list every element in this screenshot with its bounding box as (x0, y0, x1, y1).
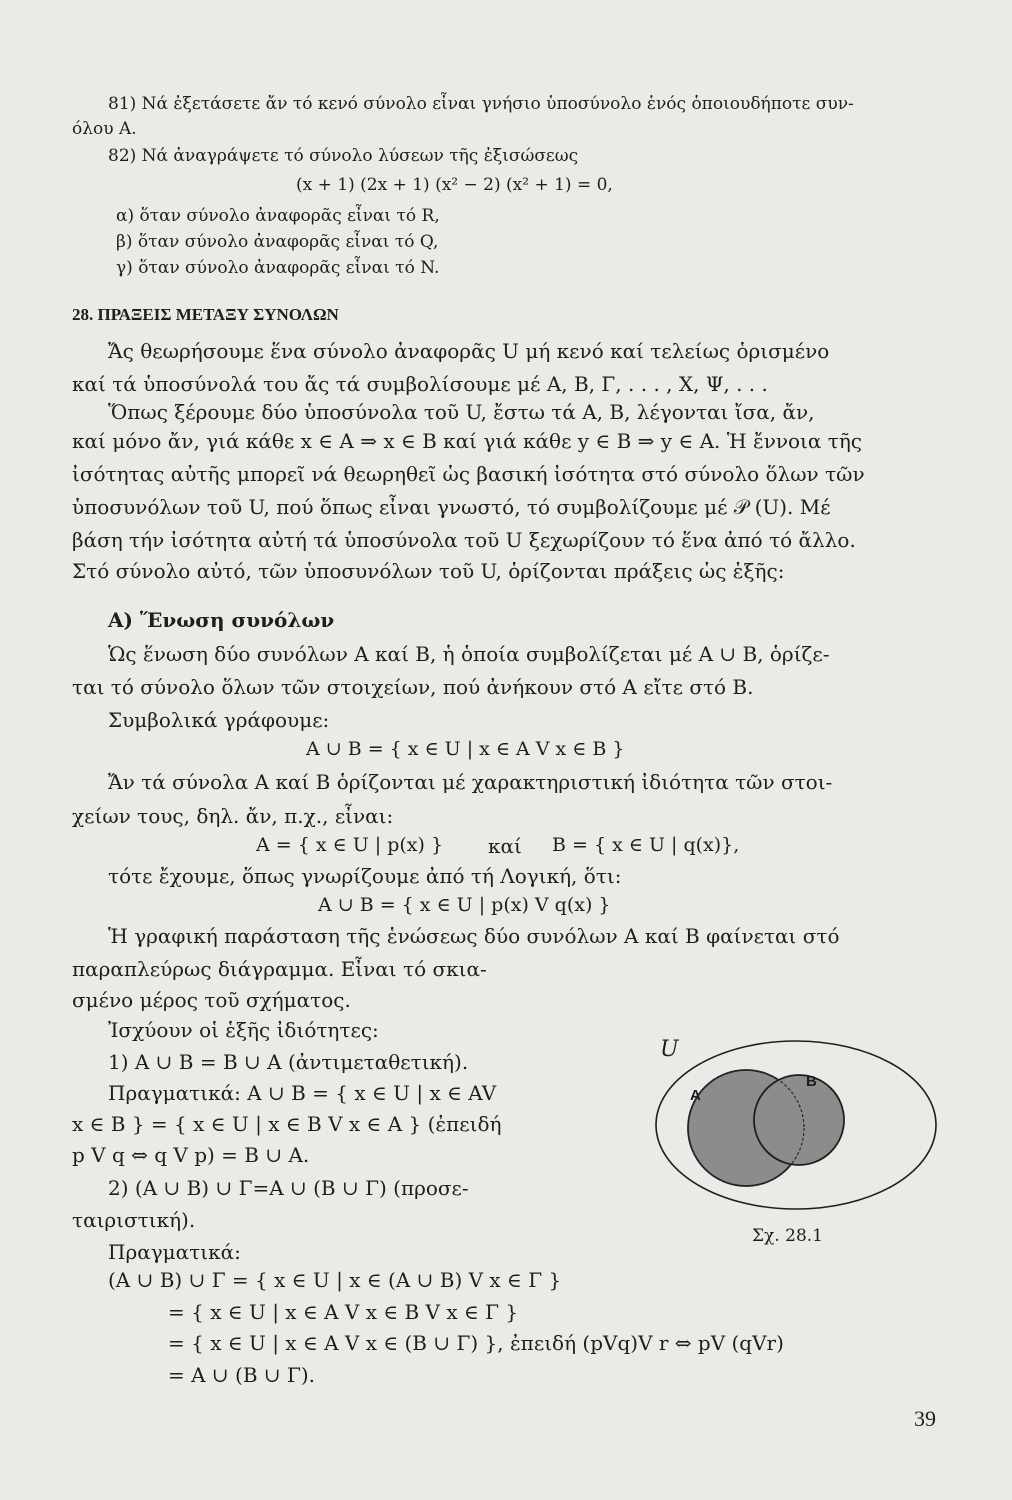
section-heading: 28. ΠΡΑΞΕΙΣ ΜΕΤΑΞΥ ΣΥΝΟΛΩΝ (72, 305, 339, 324)
exercise-82-part-c: γ) ὅταν σύνολο ἀναφορᾶς εἶναι τό N. (116, 258, 440, 278)
intro-line-2: καί τά ὑποσύνολά του ἄς τά συμβολίσουμε μέ Α, Β, Γ, . . . , Χ, Ψ, . . . (72, 372, 768, 396)
charprop-line-1: Ἄν τά σύνολα Α καί Β ὁρίζονται μέ χαρακτηριστική ἰδιότητα τῶν στοι- (108, 770, 833, 794)
intro-line-5: ἰσότητας αὐτῆς μπορεῖ νά θεωρηθεῖ ὡς βασική ἰσότητα στό σύνολο ὅλων τῶν (72, 462, 865, 486)
prop1-line-3: x ∈ B } = { x ∈ U | x ∈ B V x ∈ A } (ἐπειδή (72, 1112, 502, 1136)
intro-line-8: Στό σύνολο αὐτό, τῶν ὑποσυνόλων τοῦ U, ὁρίζονται πράξεις ὡς ἑξῆς: (72, 559, 785, 583)
venn-diagram (646, 1030, 946, 1216)
set-a-label: A (690, 1087, 701, 1104)
universe-label: U (660, 1037, 679, 1062)
intro-line-7: βάση τήν ἰσότητα αὐτή τά ὑποσύνολα τοῦ U ξεχωρίζουν τό ἕνα ἀπό τό ἄλλο. (72, 528, 856, 552)
prop1-line-4: p V q ⇔ q V p) = B ∪ A. (72, 1143, 310, 1167)
exercise-81-line-1: 81) Νά ἐξετάσετε ἄν τό κενό σύνολο εἶναι γνήσιο ὑποσύνολο ἑνός ὁποιουδήποτε συν- (108, 94, 854, 114)
intro-line-3: Ὅπως ξέρουμε δύο ὑποσύνολα τοῦ U, ἔστω τά Α, Β, λέγονται ἴσα, ἄν, (108, 400, 815, 424)
exercise-81-line-2: όλου Α. (72, 119, 137, 139)
prop2-proof-line-1: (A ∪ B) ∪ Γ = { x ∈ U | x ∈ (A ∪ B) V x ∈ Γ } (108, 1268, 562, 1292)
graph-text-line-3: σμένο μέρος τοῦ σχήματος. (72, 988, 351, 1012)
set-b-label: B (806, 1073, 817, 1090)
prop2-line-2: ταιριστική). (72, 1208, 196, 1232)
properties-intro: Ἰσχύουν οἱ ἑξῆς ἰδιότητες: (108, 1018, 379, 1042)
page-number: 39 (914, 1406, 936, 1431)
intro-line-1: Ἄς θεωρήσουμε ἕνα σύνολο ἀναφορᾶς U μή κενό καί τελείως ὁρισμένο (108, 339, 830, 363)
union-def-line-3: Συμβολικά γράφουμε: (108, 708, 330, 732)
exercise-82-part-a: α) ὅταν σύνολο ἀναφορᾶς εἶναι τό R, (116, 206, 440, 226)
exercise-82-line-1: 82) Νά ἀναγράψετε τό σύνολο λύσεων τῆς ἐξισώσεως (108, 146, 579, 166)
charprop-line-2: χείων τους, δηλ. ἄν, π.χ., εἶναι: (72, 804, 394, 828)
intro-line-4: καί μόνο ἄν, γιά κάθε x ∈ A ⇒ x ∈ B καί γιά κάθε y ∈ B ⇒ y ∈ A. Ἡ ἔννοια τῆς (72, 429, 863, 453)
prop2-proof-line-2: = { x ∈ U | x ∈ A V x ∈ B V x ∈ Γ } (168, 1300, 519, 1324)
prop2-line-1: 2) (A ∪ B) ∪ Γ=A ∪ (B ∪ Γ) (προσε- (108, 1176, 469, 1200)
prop2-line-3: Πραγματικά: (108, 1240, 241, 1264)
set-a-definition: A = { x ∈ U | p(x) } (256, 834, 444, 856)
prop1-line-2: Πραγματικά: A ∪ B = { x ∈ U | x ∈ AV (108, 1081, 497, 1105)
graph-text-line-2: παραπλεύρως διάγραμμα. Εἶναι τό σκια- (72, 957, 487, 981)
set-b-definition: B = { x ∈ U | q(x)}, (552, 834, 740, 856)
figure-caption: Σχ. 28.1 (752, 1226, 823, 1246)
union-formula: A ∪ B = { x ∈ U | x ∈ A V x ∈ B } (306, 738, 625, 760)
set-b-circle (754, 1075, 844, 1165)
logic-line: τότε ἔχουμε, ὅπως γνωρίζουμε ἀπό τή Λογική, ὅτι: (108, 864, 622, 888)
union-def-line-1: Ὡς ἕνωση δύο συνόλων Α καί Β, ἡ ὁποία συμβολίζεται μέ Α ∪ Β, ὁρίζε- (108, 642, 830, 666)
subheading-union: Α) Ἕνωση συνόλων (108, 608, 335, 632)
union-def-line-2: ται τό σύνολο ὅλων τῶν στοιχείων, πού ἀνήκουν στό Α εἴτε στό Β. (72, 675, 754, 699)
exercise-82-part-b: β) ὅταν σύνολο ἀναφορᾶς εἶναι τό Q, (116, 232, 439, 252)
prop1-line-1: 1) A ∪ B = B ∪ A (ἀντιμεταθετική). (108, 1050, 469, 1074)
prop2-proof-line-3: = { x ∈ U | x ∈ A V x ∈ (B ∪ Γ) }, ἐπειδή (pVq)V r ⇔ pV (qVr) (168, 1331, 784, 1355)
graph-text-line-1: Ἡ γραφική παράσταση τῆς ἑνώσεως δύο συνόλων Α καί Β φαίνεται στό (108, 924, 840, 948)
prop2-proof-line-4: = A ∪ (B ∪ Γ). (168, 1363, 316, 1387)
intro-line-6: ὑποσυνόλων τοῦ U, πού ὅπως εἶναι γνωστό, τό συμβολίζουμε μέ 𝒫 (U). Μέ (72, 495, 831, 519)
exercise-82-equation: (x + 1) (2x + 1) (x² − 2) (x² + 1) = 0, (296, 175, 613, 195)
union-logic-formula: A ∪ B = { x ∈ U | p(x) V q(x) } (318, 894, 611, 916)
and-word: καί (488, 834, 522, 858)
